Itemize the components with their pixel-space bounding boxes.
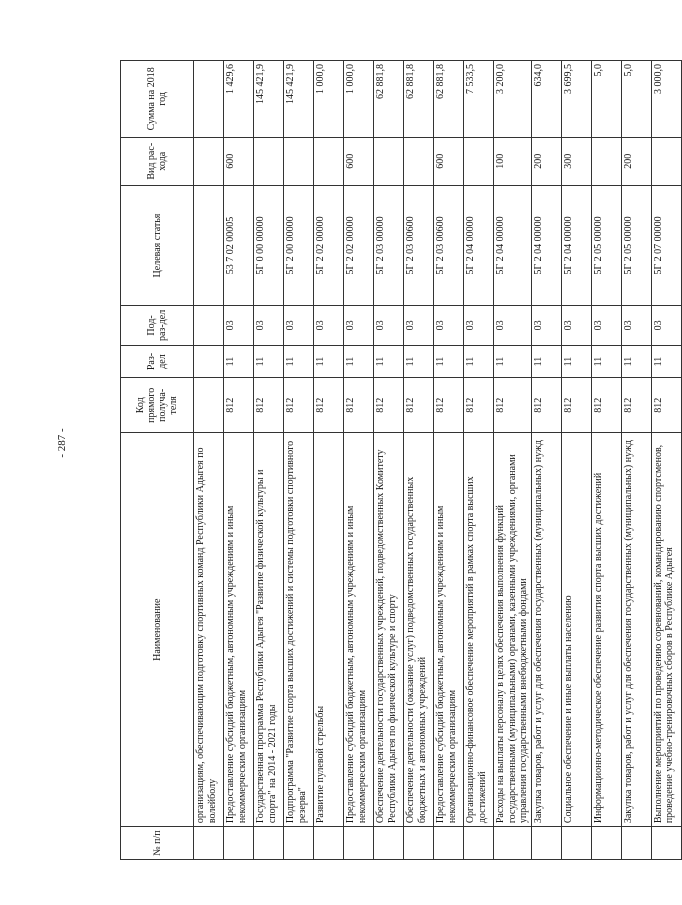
cell-code: 812 bbox=[561, 378, 591, 433]
cell-subsection: 03 bbox=[561, 306, 591, 345]
table-row bbox=[224, 61, 254, 860]
cell-expense-type: 200 bbox=[531, 137, 561, 185]
cell-num bbox=[314, 827, 344, 860]
cell-section: 11 bbox=[374, 345, 404, 378]
cell-amount: 1 429,6 bbox=[224, 61, 254, 138]
cell-expense-type: 600 bbox=[434, 137, 464, 185]
cell-amount: 3 699,5 bbox=[561, 61, 591, 138]
table-row bbox=[254, 61, 284, 860]
table-row bbox=[314, 61, 344, 860]
table-row bbox=[464, 61, 494, 860]
cell-code: 812 bbox=[404, 378, 434, 433]
cell-name: Подпрограмма "Развитие спорта высших достижений и системы подготовки спортивного резерва" bbox=[284, 433, 314, 827]
cell-section: 11 bbox=[531, 345, 561, 378]
header-expense-type: Вид рас-хода bbox=[121, 137, 194, 185]
cell-target: 5Г 2 03 00600 bbox=[404, 185, 434, 305]
cell-num bbox=[591, 827, 621, 860]
cell-name: Государственная программа Республики Адыгея "Развитие физической культуры и спорта" на 2014 - 2021 годы bbox=[254, 433, 284, 827]
cell-num bbox=[284, 827, 314, 860]
cell-subsection: 03 bbox=[434, 306, 464, 345]
cell-target: 5Г 2 04 00000 bbox=[531, 185, 561, 305]
cell-num bbox=[194, 827, 224, 860]
cell-code: 812 bbox=[224, 378, 254, 433]
cell-expense-type bbox=[374, 137, 404, 185]
table-row bbox=[374, 61, 404, 860]
cell-subsection: 03 bbox=[621, 306, 651, 345]
table-row bbox=[284, 61, 314, 860]
cell-target: 5Г 2 02 00000 bbox=[314, 185, 344, 305]
cell-subsection: 03 bbox=[344, 306, 374, 345]
header-code: Код прямого получа-теля bbox=[121, 378, 194, 433]
cell-amount: 62 881,8 bbox=[434, 61, 464, 138]
cell-num bbox=[651, 827, 681, 860]
cell-code: 812 bbox=[494, 378, 532, 433]
cell-num bbox=[621, 827, 651, 860]
cell-name: Организационно-финансовое обеспечение мероприятий в рамках спорта высших достижений bbox=[464, 433, 494, 827]
cell-subsection bbox=[194, 306, 224, 345]
cell-target: 5Г 2 07 00000 bbox=[651, 185, 681, 305]
cell-subsection: 03 bbox=[494, 306, 532, 345]
cell-section: 11 bbox=[651, 345, 681, 378]
cell-num bbox=[344, 827, 374, 860]
cell-subsection: 03 bbox=[531, 306, 561, 345]
cell-section: 11 bbox=[591, 345, 621, 378]
cell-name: Развитие пулевой стрельбы bbox=[314, 433, 344, 827]
table-row bbox=[494, 61, 532, 860]
cell-name: Обеспечение деятельности (оказание услуг) подведомственных государственных бюджетных и автономных учреждений bbox=[404, 433, 434, 827]
cell-section bbox=[194, 345, 224, 378]
cell-subsection: 03 bbox=[651, 306, 681, 345]
cell-target: 5Г 2 05 00000 bbox=[621, 185, 651, 305]
cell-subsection: 03 bbox=[404, 306, 434, 345]
cell-amount: 1 000,0 bbox=[344, 61, 374, 138]
cell-code: 812 bbox=[621, 378, 651, 433]
cell-subsection: 03 bbox=[591, 306, 621, 345]
header-target: Целевая статья bbox=[121, 185, 194, 305]
cell-num bbox=[404, 827, 434, 860]
cell-amount: 3 200,0 bbox=[494, 61, 532, 138]
cell-expense-type bbox=[591, 137, 621, 185]
cell-amount: 7 533,5 bbox=[464, 61, 494, 138]
cell-name: организациям, обеспечивающим подготовку спортивных команд Республики Адыгея по волейболу bbox=[194, 433, 224, 827]
table-row bbox=[621, 61, 651, 860]
cell-target: 53 7 02 00005 bbox=[224, 185, 254, 305]
cell-section: 11 bbox=[284, 345, 314, 378]
header-subsection: Под-раз-дел bbox=[121, 306, 194, 345]
cell-target: 5Г 2 00 00000 bbox=[284, 185, 314, 305]
cell-amount: 145 421,9 bbox=[254, 61, 284, 138]
cell-num bbox=[374, 827, 404, 860]
cell-num bbox=[434, 827, 464, 860]
cell-amount bbox=[194, 61, 224, 138]
cell-target: 5Г 2 05 00000 bbox=[591, 185, 621, 305]
cell-name: Расходы на выплаты персоналу в целях обеспечения выполнения функций государственными (муниципальными) органами, казенными учреждениями, органами управления государственными внебюджетными фондами bbox=[494, 433, 532, 827]
cell-section: 11 bbox=[494, 345, 532, 378]
cell-num bbox=[494, 827, 532, 860]
cell-num bbox=[531, 827, 561, 860]
cell-amount: 3 000,0 bbox=[651, 61, 681, 138]
cell-expense-type bbox=[194, 137, 224, 185]
cell-code: 812 bbox=[651, 378, 681, 433]
cell-target: 5Г 2 04 00000 bbox=[494, 185, 532, 305]
cell-expense-type: 300 bbox=[561, 137, 591, 185]
cell-name: Закупка товаров, работ и услуг для обеспечения государственных (муниципальных) нужд bbox=[531, 433, 561, 827]
cell-section: 11 bbox=[254, 345, 284, 378]
table-row bbox=[561, 61, 591, 860]
cell-amount: 62 881,8 bbox=[374, 61, 404, 138]
cell-expense-type bbox=[464, 137, 494, 185]
cell-target: 5Г 2 04 00000 bbox=[464, 185, 494, 305]
cell-expense-type bbox=[404, 137, 434, 185]
cell-section: 11 bbox=[621, 345, 651, 378]
cell-amount: 145 421,9 bbox=[284, 61, 314, 138]
table-row bbox=[591, 61, 621, 860]
cell-expense-type: 200 bbox=[621, 137, 651, 185]
cell-code: 812 bbox=[591, 378, 621, 433]
cell-name: Выполнение мероприятий по проведению соревнований, командированию спортсменов, проведение учебно-тренировочных сборов в Республике Адыгея bbox=[651, 433, 681, 827]
cell-subsection: 03 bbox=[314, 306, 344, 345]
cell-num bbox=[224, 827, 254, 860]
cell-num bbox=[561, 827, 591, 860]
table-row bbox=[434, 61, 464, 860]
header-name: Наименование bbox=[121, 433, 194, 827]
table-row bbox=[194, 61, 224, 860]
cell-subsection: 03 bbox=[224, 306, 254, 345]
cell-expense-type bbox=[651, 137, 681, 185]
cell-num bbox=[464, 827, 494, 860]
cell-amount: 1 000,0 bbox=[314, 61, 344, 138]
cell-amount: 634,0 bbox=[531, 61, 561, 138]
header-num: № п/п bbox=[121, 827, 194, 860]
cell-section: 11 bbox=[314, 345, 344, 378]
cell-target: 5Г 2 03 00000 bbox=[374, 185, 404, 305]
cell-section: 11 bbox=[404, 345, 434, 378]
cell-subsection: 03 bbox=[284, 306, 314, 345]
cell-name: Закупка товаров, работ и услуг для обеспечения государственных (муниципальных) нужд bbox=[621, 433, 651, 827]
page-number: - 287 - bbox=[56, 428, 68, 458]
table-row bbox=[651, 61, 681, 860]
cell-section: 11 bbox=[344, 345, 374, 378]
cell-target: 5Г 0 00 00000 bbox=[254, 185, 284, 305]
cell-expense-type bbox=[314, 137, 344, 185]
header-amount: Сумма на 2018 год bbox=[121, 61, 194, 138]
cell-code bbox=[194, 378, 224, 433]
cell-code: 812 bbox=[314, 378, 344, 433]
table-row bbox=[344, 61, 374, 860]
rotated-table-wrapper bbox=[120, 60, 675, 860]
cell-expense-type: 600 bbox=[344, 137, 374, 185]
cell-code: 812 bbox=[254, 378, 284, 433]
cell-subsection: 03 bbox=[254, 306, 284, 345]
table-header-row bbox=[121, 61, 194, 860]
cell-section: 11 bbox=[464, 345, 494, 378]
cell-name: Информационно-методическое обеспечение развития спорта высших достижений bbox=[591, 433, 621, 827]
table-row bbox=[531, 61, 561, 860]
cell-expense-type: 100 bbox=[494, 137, 532, 185]
cell-section: 11 bbox=[561, 345, 591, 378]
cell-amount: 5,0 bbox=[621, 61, 651, 138]
cell-target bbox=[194, 185, 224, 305]
cell-num bbox=[254, 827, 284, 860]
table-row bbox=[404, 61, 434, 860]
cell-subsection: 03 bbox=[464, 306, 494, 345]
cell-name: Предоставление субсидий бюджетным, автономным учреждениям и иным некоммерческим организациям bbox=[224, 433, 254, 827]
cell-code: 812 bbox=[344, 378, 374, 433]
cell-name: Предоставление субсидий бюджетным, автономным учреждениям и иным некоммерческим организациям bbox=[344, 433, 374, 827]
table-body bbox=[194, 61, 682, 860]
cell-name: Социальное обеспечение и иные выплаты населению bbox=[561, 433, 591, 827]
cell-expense-type bbox=[254, 137, 284, 185]
cell-name: Обеспечение деятельности государственных учреждений, подведомственных Комитету Республики Адыгея по физической культуре и спорту bbox=[374, 433, 404, 827]
header-section: Раз-дел bbox=[121, 345, 194, 378]
cell-code: 812 bbox=[464, 378, 494, 433]
budget-table bbox=[120, 60, 682, 860]
cell-target: 5Г 2 04 00000 bbox=[561, 185, 591, 305]
cell-expense-type bbox=[284, 137, 314, 185]
cell-code: 812 bbox=[531, 378, 561, 433]
cell-target: 5Г 2 02 00000 bbox=[344, 185, 374, 305]
cell-expense-type: 600 bbox=[224, 137, 254, 185]
cell-code: 812 bbox=[434, 378, 464, 433]
cell-amount: 62 881,8 bbox=[404, 61, 434, 138]
cell-name: Предоставление субсидий бюджетным, автономным учреждениям и иным некоммерческим организациям bbox=[434, 433, 464, 827]
cell-section: 11 bbox=[224, 345, 254, 378]
cell-code: 812 bbox=[374, 378, 404, 433]
cell-subsection: 03 bbox=[374, 306, 404, 345]
cell-target: 5Г 2 03 00600 bbox=[434, 185, 464, 305]
cell-amount: 5,0 bbox=[591, 61, 621, 138]
cell-code: 812 bbox=[284, 378, 314, 433]
cell-section: 11 bbox=[434, 345, 464, 378]
